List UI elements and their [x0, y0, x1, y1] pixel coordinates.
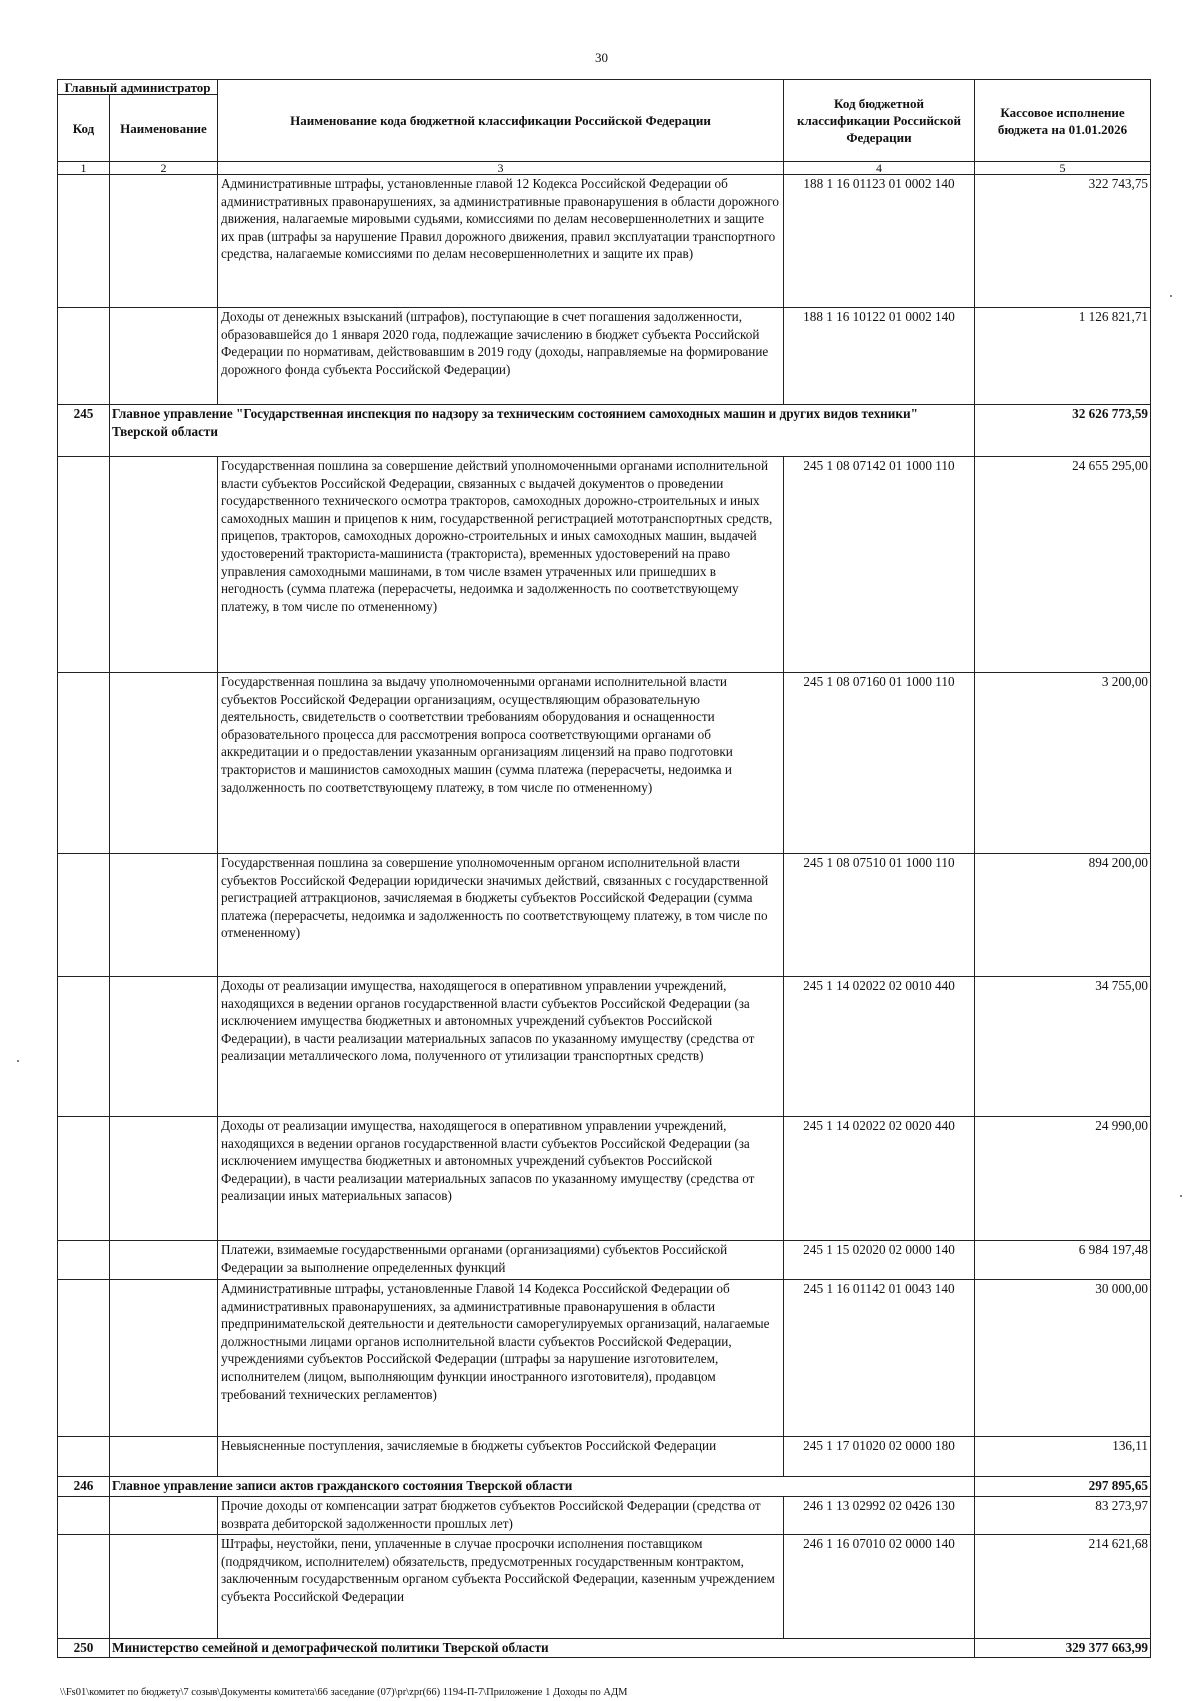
- main-admin-header: Главный администратор: [58, 80, 218, 95]
- column-number: 1: [58, 162, 110, 175]
- item-amount: 1 126 821,71: [975, 308, 1151, 405]
- page-number: 30: [595, 50, 608, 65]
- item-kbk: 245 1 08 07160 01 1000 110: [784, 673, 975, 854]
- code-header: Код: [58, 95, 110, 162]
- table-row: [58, 175, 1151, 308]
- scan-speck: [1170, 295, 1172, 297]
- table-row: [58, 1241, 1151, 1280]
- group-amount: 329 377 663,99: [975, 1639, 1151, 1658]
- group-amount: 32 626 773,59: [975, 405, 1151, 457]
- classification-code-header: Код бюджетной классификации Российской Федерации: [784, 80, 975, 162]
- item-name: Прочие доходы от компенсации затрат бюджетов субъектов Российской Федерации (средства от возврата дебиторской задолженности прошлых лет): [218, 1497, 784, 1535]
- group-code: 250: [58, 1639, 110, 1658]
- column-number: 5: [975, 162, 1151, 175]
- item-kbk: 246 1 13 02992 02 0426 130: [784, 1497, 975, 1535]
- item-amount: 214 621,68: [975, 1535, 1151, 1639]
- item-name: Доходы от реализации имущества, находящегося в оперативном управлении учреждений, находящихся в ведении органов государственной власти субъектов Российской Федерации (за исключением имущества бюджетных и автономных учреждений субъектов Российской Федерации), в части реализации материальных запасов по указанному имуществу (средства от реализации металлического лома, полученного от утилизации транспортных средств): [218, 977, 784, 1117]
- group-row: [58, 405, 1151, 457]
- execution-header: Кассовое исполнение бюджета на 01.01.2026: [975, 80, 1151, 162]
- item-name: Государственная пошлина за совершение уполномоченным органом исполнительной власти субъектов Российской Федерации юридически значимых действий, связанных с государственной регистрацией аттракционов, зачисляемая в бюджеты субъектов Российской Федерации (сумма платежа (перерасчеты, недоимка и задолженность по соответствующему платежу, в том числе по отмененному): [218, 854, 784, 977]
- scan-speck: [17, 1060, 19, 1062]
- item-kbk: 188 1 16 01123 01 0002 140: [784, 175, 975, 308]
- item-kbk: 245 1 14 02022 02 0020 440: [784, 1117, 975, 1241]
- table-row: [58, 854, 1151, 977]
- group-code: 245: [58, 405, 110, 457]
- group-amount: 297 895,65: [975, 1477, 1151, 1497]
- item-name: Административные штрафы, установленные главой 12 Кодекса Российской Федерации об административных правонарушениях, за административные правонарушения в области дорожного движения, налагаемые мировыми судьями, комиссиями по делам несовершеннолетних и защите их прав (штрафы за нарушение Правил дорожного движения, правил эксплуатации транспортного средства, налагаемые комиссиями по делам несовершеннолетних и защите их прав): [218, 175, 784, 308]
- item-kbk: 245 1 15 02020 02 0000 140: [784, 1241, 975, 1280]
- column-numbers-row: [58, 162, 1151, 175]
- item-name: Доходы от реализации имущества, находящегося в оперативном управлении учреждений, находящихся в ведении органов государственной власти субъектов Российской Федерации (за исключением имущества бюджетных и автономных учреждений субъектов Российской Федерации), в части реализации материальных запасов по указанному имуществу (средства от реализации иных материальных запасов): [218, 1117, 784, 1241]
- item-amount: 136,11: [975, 1437, 1151, 1477]
- table-row: [58, 1535, 1151, 1639]
- group-name: Главное управление записи актов гражданского состояния Тверской области: [110, 1477, 975, 1497]
- item-kbk: 245 1 08 07510 01 1000 110: [784, 854, 975, 977]
- table-row: [58, 1117, 1151, 1241]
- table-row: [58, 673, 1151, 854]
- item-name: Административные штрафы, установленные Главой 14 Кодекса Российской Федерации об административных правонарушениях, за административные правонарушения в области предпринимательской деятельности и деятельности саморегулируемых организаций, налагаемые должностными лицами органов исполнительной власти субъектов Российской Федерации, учреждениями субъектов Российской Федерации (штрафы за нарушение изготовителем, исполнителем (лицом, выполняющим функции иностранного изготовителя), продавцом требований технических регламентов): [218, 1280, 784, 1437]
- item-name: Государственная пошлина за совершение действий уполномоченными органами исполнительной власти субъектов Российской Федерации, связанных с выдачей документов о проведении государственного технического осмотра тракторов, самоходных дорожно-строительных и иных самоходных машин и прицепов к ним, государственной регистрацией мототранспортных средств, прицепов, тракторов, самоходных дорожно-строительных и иных самоходных машин, выдачей удостоверений тракториста-машиниста (тракториста), временных удостоверений на право управления самоходными машинами, в том числе взамен утраченных или пришедших в негодность (сумма платежа (перерасчеты, недоимка и задолженность по соответствующему платежу, в том числе по отмененному): [218, 457, 784, 673]
- group-code: 246: [58, 1477, 110, 1497]
- revenue-table: [57, 79, 1151, 1658]
- item-amount: 30 000,00: [975, 1280, 1151, 1437]
- item-amount: 894 200,00: [975, 854, 1151, 977]
- item-name: Штрафы, неустойки, пени, уплаченные в случае просрочки исполнения поставщиком (подрядчиком, исполнителем) обязательств, предусмотренных государственным контрактом, заключенным государственным органом субъекта Российской Федерации, казенным учреждением субъекта Российской Федерации: [218, 1535, 784, 1639]
- item-amount: 3 200,00: [975, 673, 1151, 854]
- group-name: Главное управление "Государственная инспекция по надзору за техническим состоянием самоходных машин и других видов техники" Тверской области: [110, 405, 975, 457]
- item-kbk: 188 1 16 10122 01 0002 140: [784, 308, 975, 405]
- table-row: [58, 1497, 1151, 1535]
- item-kbk: 245 1 14 02022 02 0010 440: [784, 977, 975, 1117]
- group-row: [58, 1477, 1151, 1497]
- item-name: Доходы от денежных взысканий (штрафов), поступающие в счет погашения задолженности, образовавшейся до 1 января 2020 года, подлежащие зачислению в бюджет субъекта Российской Федерации по нормативам, действовавшим в 2019 году (доходы, направляемые на формирование дорожного фонда субъекта Российской Федерации): [218, 308, 784, 405]
- group-name: Министерство семейной и демографической политики Тверской области: [110, 1639, 975, 1658]
- group-row: [58, 1639, 1151, 1658]
- item-amount: 322 743,75: [975, 175, 1151, 308]
- item-kbk: 245 1 17 01020 02 0000 180: [784, 1437, 975, 1477]
- header-row: [58, 80, 1151, 95]
- item-amount: 83 273,97: [975, 1497, 1151, 1535]
- item-name: Государственная пошлина за выдачу уполномоченными органами исполнительной власти субъектов Российской Федерации организациям, осуществляющим образовательную деятельность, свидетельств о соответствии требованиям оборудования и оснащенности образовательного процесса для рассмотрения вопроса соответствующими органами об аккредитации и о предоставлении указанным организациям лицензий на право подготовки трактористов и машинистов самоходных машин (сумма платежа (перерасчеты, недоимка и задолженность по соответствующему платежу, в том числе по отмененному): [218, 673, 784, 854]
- item-amount: 24 655 295,00: [975, 457, 1151, 673]
- table-row: [58, 308, 1151, 405]
- item-kbk: 245 1 08 07142 01 1000 110: [784, 457, 975, 673]
- item-kbk: 245 1 16 01142 01 0043 140: [784, 1280, 975, 1437]
- item-name: Платежи, взимаемые государственными органами (организациями) субъектов Российской Федерации за выполнение определенных функций: [218, 1241, 784, 1280]
- column-number: 2: [110, 162, 218, 175]
- column-number: 3: [218, 162, 784, 175]
- classification-name-header: Наименование кода бюджетной классификации Российской Федерации: [218, 80, 784, 162]
- item-name: Невыясненные поступления, зачисляемые в бюджеты субъектов Российской Федерации: [218, 1437, 784, 1477]
- item-kbk: 246 1 16 07010 02 0000 140: [784, 1535, 975, 1639]
- table-row: [58, 977, 1151, 1117]
- item-amount: 34 755,00: [975, 977, 1151, 1117]
- table-row: [58, 1437, 1151, 1477]
- name-header: Наименование: [110, 95, 218, 162]
- footer-file-path: \\Fs01\комитет по бюджету\7 созыв\Документы комитета\66 заседание (07)\pr\zpr(66) 1194-П-7\Приложение 1 Доходы по АДМ: [60, 1687, 628, 1698]
- item-amount: 6 984 197,48: [975, 1241, 1151, 1280]
- table-row: [58, 1280, 1151, 1437]
- scan-speck: [1180, 1195, 1182, 1197]
- column-number: 4: [784, 162, 975, 175]
- table-row: [58, 457, 1151, 673]
- item-amount: 24 990,00: [975, 1117, 1151, 1241]
